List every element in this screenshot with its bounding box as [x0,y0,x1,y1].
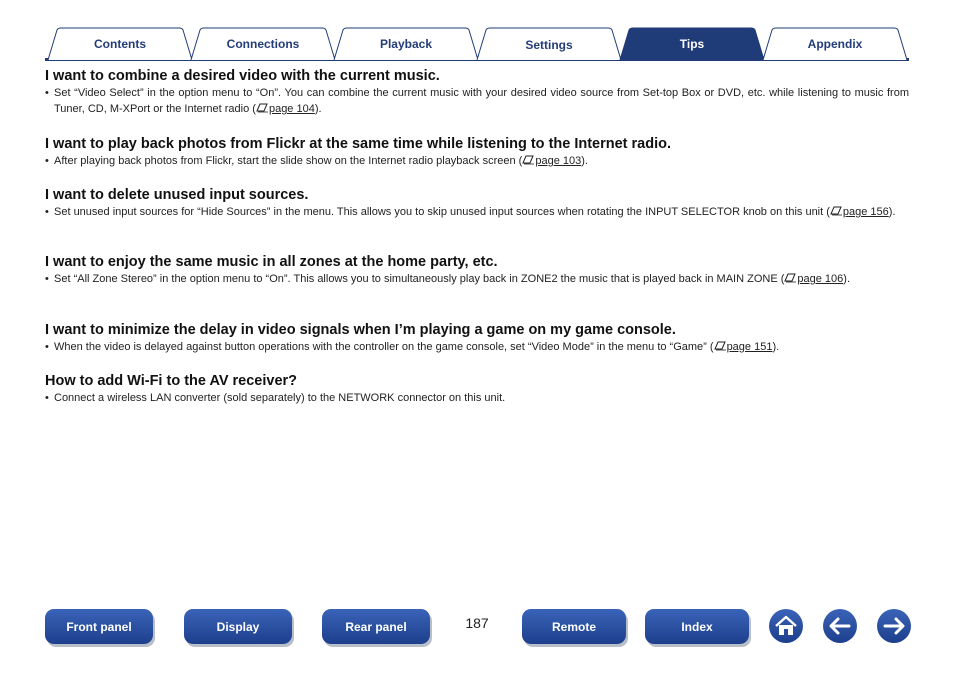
tip-text-end: ). [581,155,588,167]
tips-content [45,67,909,406]
bullet-dot: • [45,273,49,285]
tip-section [45,372,909,406]
tip-bullet [45,390,909,406]
rear-panel-label: Rear panel [345,619,407,634]
page-link[interactable]: page 104 [268,103,315,115]
tip-text-end: ). [772,341,780,353]
tab-playback[interactable] [333,27,479,60]
tab-bar [45,27,909,61]
tip-bullet [45,204,909,220]
tip-text: When the video is delayed against button operations with the controller on the game console, set “Video Mode” in the menu to “Game” ( [54,341,714,353]
front-panel-label: Front panel [66,619,132,634]
bullet-dot: • [45,392,49,404]
tip-section [45,135,909,186]
home-icon [768,608,804,644]
tab-appendix[interactable] [762,27,908,60]
tip-bullet [45,339,909,355]
tab-label: Connections [226,36,300,51]
bullet-dot: • [45,206,49,218]
tip-text-end: ). [843,273,851,285]
tab-label: Playback [379,36,433,51]
rear-panel-button[interactable] [322,609,430,644]
tab-settings[interactable] [476,27,622,60]
tab-label: Settings [525,38,573,52]
tip-text-end: ). [314,103,322,115]
tip-text: Set “All Zone Stereo” in the option menu to “On”. This allows you to simultaneously play back in ZONE2 the music that is played back in MAIN ZONE ( [54,273,785,285]
tip-section [45,186,909,253]
page-reference-icon [784,272,797,283]
tip-section [45,253,909,321]
tip-text: Connect a wireless LAN converter (sold separately) to the NETWORK connector on this unit. [54,392,506,404]
page-reference-icon [830,205,843,216]
page-number: 187 [465,615,489,631]
forward-button[interactable] [876,608,912,644]
index-button[interactable] [645,609,749,644]
page-link[interactable]: page 103 [535,155,582,167]
tip-heading: I want to minimize the delay in video signals when I’m playing a game on my game console. [45,322,676,338]
tip-heading: I want to delete unused input sources. [45,187,309,203]
tab-connections[interactable] [190,27,336,60]
bullet-dot: • [45,341,49,353]
arrow-left-icon [822,608,858,644]
page-link[interactable]: page 151 [726,341,773,353]
page-reference-icon [522,154,535,165]
page-reference-icon [256,102,269,113]
display-label: Display [216,619,260,634]
tip-text: Set “Video Select” in the option menu to “On”. You can combine the current music with your desired video source from Set-top Box or DVD, etc. while listening to music from Tuner, CD, M-XPort or the Internet radio ( [54,87,909,115]
tab-label: Tips [679,36,705,51]
home-button[interactable] [768,608,804,644]
tip-bullet [45,85,909,117]
front-panel-button[interactable] [45,609,153,644]
tip-section [45,321,909,372]
tip-text: Set unused input sources for “Hide Sources” in the menu. This allows you to skip unused input sources when rotating the INPUT SELECTOR knob on this unit ( [54,206,830,218]
tip-text: After playing back photos from Flickr, start the slide show on the Internet radio playback screen ( [54,155,523,167]
tip-bullet [45,153,909,169]
tab-label: Contents [94,36,146,51]
tip-text-end: ). [888,206,896,218]
tab-tips[interactable] [619,27,765,60]
display-button[interactable] [184,609,292,644]
page-link[interactable]: page 106 [797,273,844,285]
tip-bullet [45,271,909,287]
tip-heading: I want to enjoy the same music in all zones at the home party, etc. [45,254,498,270]
back-button[interactable] [822,608,858,644]
tip-heading: I want to play back photos from Flickr at the same time while listening to the Internet radio. [45,136,672,152]
bullet-dot: • [45,87,49,99]
bullet-dot: • [45,155,49,167]
index-label: Index [681,619,713,634]
remote-button[interactable] [522,609,626,644]
arrow-right-icon [876,608,912,644]
tab-label: Appendix [807,36,863,51]
page-reference-icon [714,340,727,351]
page-link[interactable]: page 156 [842,206,889,218]
tab-contents[interactable] [47,27,193,60]
tip-heading: How to add Wi-Fi to the AV receiver? [45,373,298,389]
tip-section [45,67,909,135]
tip-heading: I want to combine a desired video with the current music. [45,68,440,84]
remote-label: Remote [551,619,596,634]
